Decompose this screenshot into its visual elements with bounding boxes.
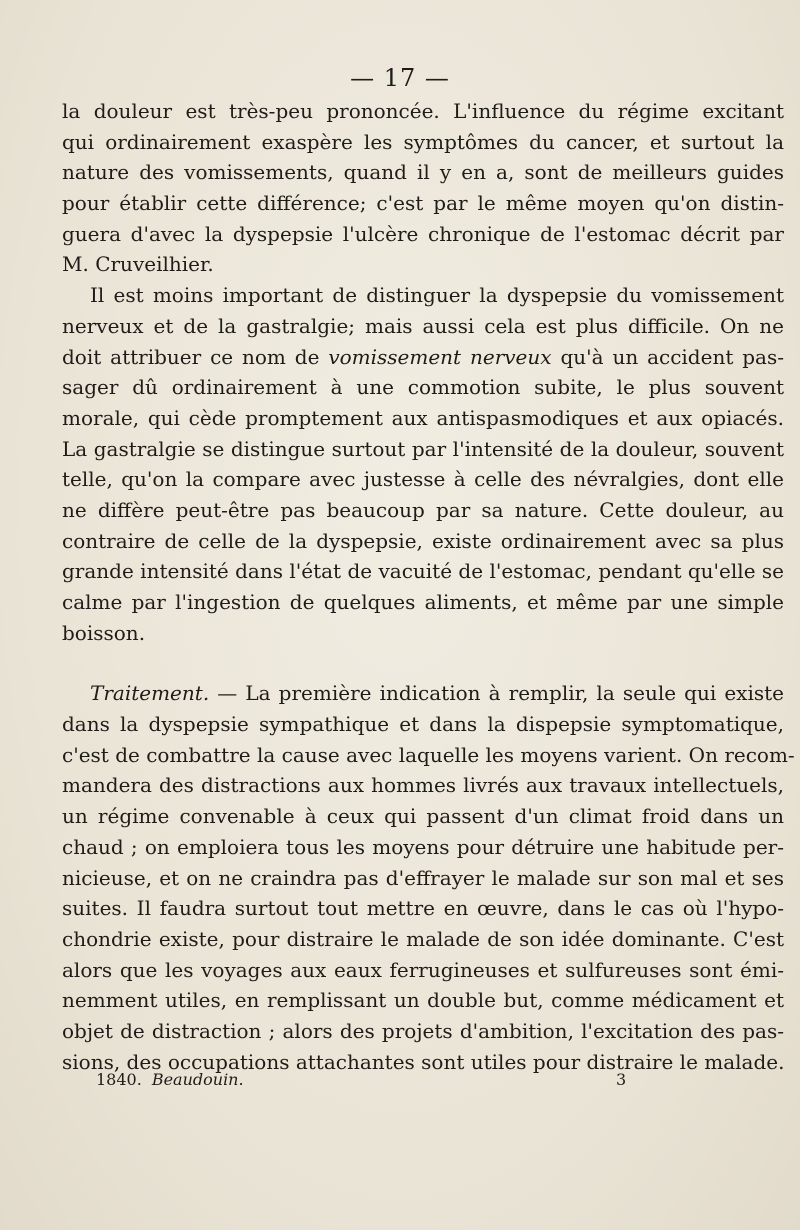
paragraph-2-line-5: morale, qui cède promptement aux antispasmodiques et aux opiacés. — [62, 405, 784, 430]
paragraph-3-line-10: alors que les voyages aux eaux ferrugineuses et sulfureuses sont émi- — [62, 957, 784, 982]
paragraph-2-line-7: telle, qu'on la compare avec justesse à celle des névralgies, dont elle — [62, 467, 784, 492]
section-spacer — [62, 648, 784, 678]
paragraph-2-line-3-start: doit attribuer ce nom de — [62, 344, 329, 369]
paragraph-3-line-8: suites. Il faudra surtout tout mettre en œuvre, dans le cas où l'hypo- — [62, 896, 784, 921]
paragraph-3-line-6: chaud ; on emploiera tous les moyens pour détruire une habitude per- — [62, 834, 784, 859]
paragraph-2-line-3 — [62, 342, 784, 373]
paragraph-2-line-8: ne diffère peut-être pas beaucoup par sa nature. Cette douleur, au — [62, 497, 784, 522]
paragraph-3-line-1-rest: — La première indication à remplir, la seule qui existe — [209, 681, 784, 706]
body-text — [62, 96, 795, 1077]
paragraph-2-line-11: calme par l'ingestion de quelques aliments, et même par une simple — [62, 590, 784, 614]
paragraph-3-line-9: chondrie existe, pour distraire le malade de son idée dominante. C'est — [62, 926, 784, 951]
paragraph-1-line-3: nature des vomissements, quand il y en a, sont de meilleurs guides — [62, 160, 784, 185]
paragraph-2-line-12: boisson. — [62, 620, 146, 645]
paragraph-2-line-1: Il est moins important de distinguer la dyspepsie du vomissement — [90, 283, 784, 308]
paragraph-2-line-2: nerveux et de la gastralgie; mais aussi cela est plus difficile. On ne — [62, 313, 784, 338]
page-number: — 17 — — [350, 64, 450, 92]
paragraph-2-line-3-end: qu'à un accident pas- — [551, 344, 784, 369]
paragraph-3-line-5: un régime convenable à ceux qui passent d'un climat froid dans un — [62, 804, 784, 829]
paragraph-3-line-7: nicieuse, et on ne craindra pas d'effrayer le malade sur son mal et ses — [62, 865, 784, 890]
paragraph-3-line-13: sions, des occupations attachantes sont utiles pour distraire le malade. — [62, 1049, 785, 1074]
paragraph-3-line-1 — [62, 678, 784, 709]
paragraph-3-line-3: c'est de combattre la cause avec laquelle les moyens varient. On recom- — [62, 742, 795, 767]
paragraph-1-line-2: qui ordinairement exaspère les symptômes du cancer, et surtout la — [62, 129, 784, 154]
paragraph-3-line-2: dans la dyspepsie sympathique et dans la dispepsie symptomatique, — [62, 712, 784, 737]
paragraph-1-line-4: pour établir cette différence; c'est par le même moyen qu'on distin- — [62, 191, 784, 216]
signature-mark: 3 — [616, 1070, 627, 1089]
paragraph-3-line-11: nemment utiles, en remplissant un double but, comme médicament et — [62, 988, 784, 1013]
paragraph-2-line-9: contraire de celle de la dyspepsie, existe ordinairement avec sa plus — [62, 528, 784, 553]
paragraph-2-line-6: La gastralgie se distingue surtout par l'intensité de la douleur, souvent — [62, 436, 784, 461]
paragraph-2-line-10: grande intensité dans l'état de vacuité de l'estomac, pendant qu'elle se — [62, 559, 784, 584]
section-heading-traitement: Traitement. — [90, 681, 210, 706]
italic-term-vomissement-nerveux: vomissement nerveux — [328, 344, 552, 369]
printer-signature — [96, 1070, 244, 1089]
paragraph-3-line-12: objet de distraction ; alors des projets d'ambition, l'excitation des pas- — [62, 1018, 784, 1043]
paragraph-3-line-4: mandera des distractions aux hommes livrés aux travaux intellectuels, — [62, 773, 784, 798]
paragraph-2-line-4: sager dû ordinairement à une commotion subite, le plus souvent — [62, 375, 784, 400]
paragraph-1-line-1: la douleur est très-peu prononcée. L'influence du régime excitant — [62, 99, 784, 123]
paragraph-1-line-5: guera d'avec la dyspepsie l'ulcère chronique de l'estomac décrit par — [62, 221, 784, 246]
footer-year: 1840. — [96, 1070, 142, 1089]
paragraph-1-line-6: M. Cruveilhier. — [62, 252, 214, 277]
footer-author: Beaudouin. — [151, 1070, 244, 1089]
